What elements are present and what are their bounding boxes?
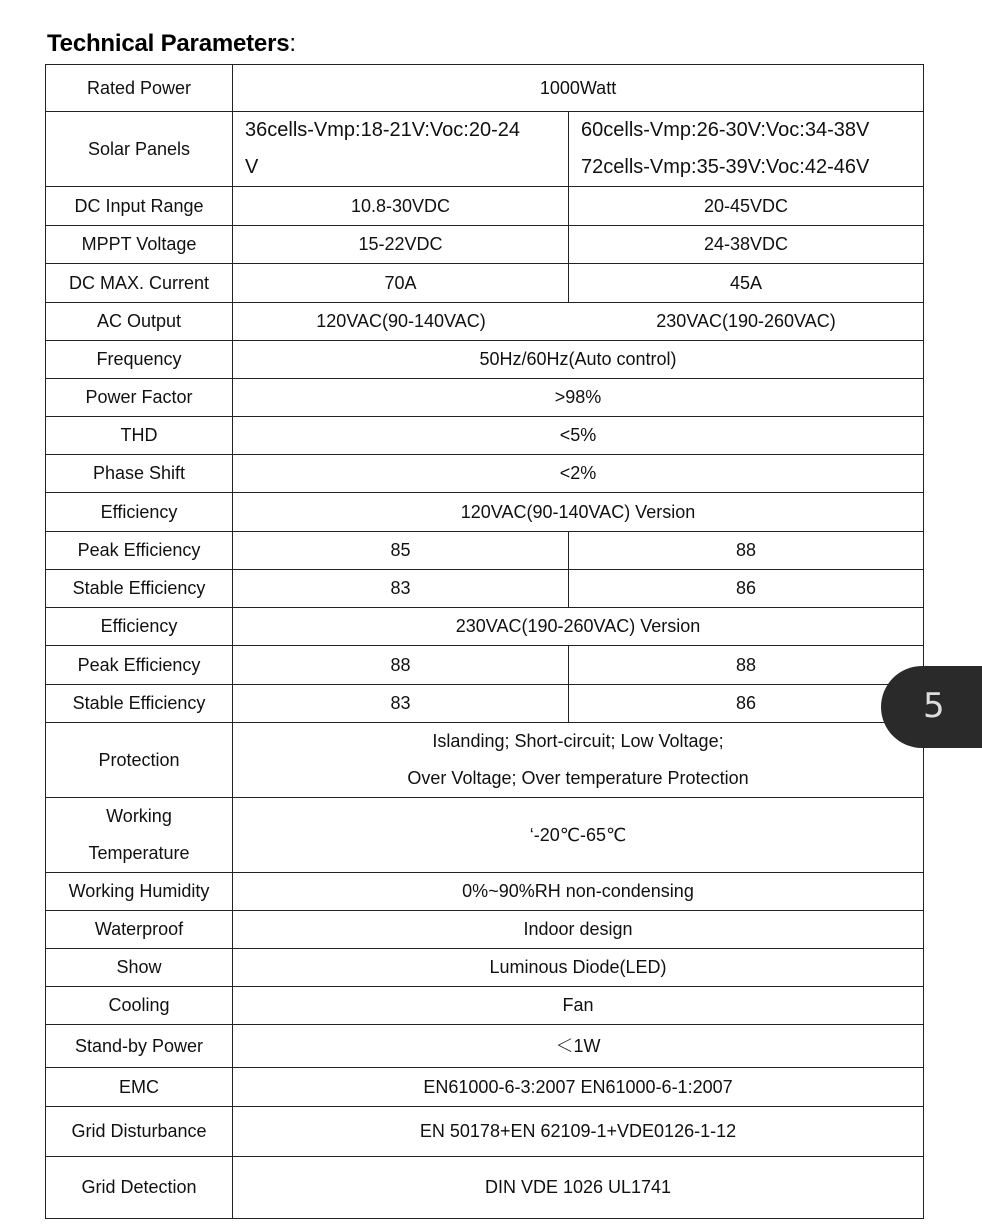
row-value: ‘-20℃-65℃ [233, 798, 924, 873]
row-label: DC MAX. Current [46, 264, 233, 303]
row-label: Cooling [46, 987, 233, 1025]
title-colon: : [289, 30, 296, 57]
row-value: DIN VDE 1026 UL1741 [233, 1157, 924, 1219]
row-value-col1: 85 [233, 532, 569, 570]
row-label: AC Output [46, 303, 233, 341]
row-value-col2: 86 [569, 685, 924, 723]
row-label: Phase Shift [46, 455, 233, 493]
row-label: Protection [46, 723, 233, 798]
row-value: 0%~90%RH non-condensing [233, 873, 924, 911]
row-value: 120VAC(90-140VAC) Version [233, 493, 924, 532]
row-value: 230VAC(190-260VAC) Version [233, 608, 924, 646]
row-value-col2: 88 [569, 532, 924, 570]
row-value-col2: 24-38VDC [569, 226, 924, 264]
row-value: <5% [233, 417, 924, 455]
row-label: Show [46, 949, 233, 987]
table-row [46, 949, 924, 987]
protection-value [233, 723, 924, 798]
protection-line1: Islanding; Short-circuit; Low Voltage; [432, 731, 724, 751]
row-label: Grid Detection [46, 1157, 233, 1219]
table-row [46, 112, 924, 187]
row-label [46, 798, 233, 873]
page-number: 5 [923, 686, 945, 726]
row-label: Stable Efficiency [46, 570, 233, 608]
row-label: Efficiency [46, 608, 233, 646]
table-row [46, 65, 924, 112]
row-value-col1: 88 [233, 646, 569, 685]
solar-36cells-line2: V [245, 156, 259, 178]
page-title [47, 30, 296, 58]
row-value-col1: 83 [233, 685, 569, 723]
row-label: Stand-by Power [46, 1025, 233, 1068]
table-row [46, 1025, 924, 1068]
table-row [46, 608, 924, 646]
table-row [46, 873, 924, 911]
row-value: EN 50178+EN 62109-1+VDE0126-1-12 [233, 1107, 924, 1157]
row-label: Peak Efficiency [46, 532, 233, 570]
row-value: 50Hz/60Hz(Auto control) [233, 341, 924, 379]
row-value-col2: 20-45VDC [569, 187, 924, 226]
table-row [46, 532, 924, 570]
working-label-line1: Working [106, 806, 172, 826]
table-row [46, 987, 924, 1025]
row-value: 1000Watt [233, 65, 924, 112]
table-row [46, 379, 924, 417]
table-row [46, 685, 924, 723]
row-label: Stable Efficiency [46, 685, 233, 723]
table-row [46, 226, 924, 264]
temperature-label-line2: Temperature [88, 843, 190, 863]
row-label: EMC [46, 1068, 233, 1107]
solar-panels-col2 [569, 112, 924, 187]
row-label: Rated Power [46, 65, 233, 112]
table-row [46, 1068, 924, 1107]
technical-parameters-table [45, 64, 924, 1219]
table-row [46, 1107, 924, 1157]
ac-output-230: 230VAC(190-260VAC) [656, 311, 836, 331]
row-label: Frequency [46, 341, 233, 379]
title-text: Technical Parameters [47, 30, 290, 57]
row-value-col1: 15-22VDC [233, 226, 569, 264]
row-value-col1: 70A [233, 264, 569, 303]
row-label: DC Input Range [46, 187, 233, 226]
row-value-col1: 10.8-30VDC [233, 187, 569, 226]
protection-line2: Over Voltage; Over temperature Protection [407, 768, 749, 788]
table-row [46, 264, 924, 303]
row-label: Peak Efficiency [46, 646, 233, 685]
row-label: Solar Panels [46, 112, 233, 187]
table-row [46, 1157, 924, 1219]
row-label: Waterproof [46, 911, 233, 949]
table-row [46, 455, 924, 493]
table-row [46, 341, 924, 379]
solar-72cells-line: 72cells-Vmp:35-39V:Voc:42-46V [581, 156, 870, 178]
table-row [46, 570, 924, 608]
row-label: MPPT Voltage [46, 226, 233, 264]
row-label: Grid Disturbance [46, 1107, 233, 1157]
table-row [46, 303, 924, 341]
table-row [46, 417, 924, 455]
row-value-col1: 83 [233, 570, 569, 608]
ac-output-value [233, 303, 924, 341]
ac-output-120: 120VAC(90-140VAC) [316, 311, 486, 331]
solar-36cells-line1: 36cells-Vmp:18-21V:Voc:20-24 [245, 119, 520, 141]
row-value-col2: 86 [569, 570, 924, 608]
row-value: Fan [233, 987, 924, 1025]
row-label: Working Humidity [46, 873, 233, 911]
row-value: >98% [233, 379, 924, 417]
row-label: THD [46, 417, 233, 455]
page-number-badge [881, 666, 982, 748]
row-value-col2: 88 [569, 646, 924, 685]
row-label: Power Factor [46, 379, 233, 417]
solar-panels-col1 [233, 112, 569, 187]
row-value: ＜1W [233, 1025, 924, 1068]
table-row [46, 646, 924, 685]
solar-60cells-line: 60cells-Vmp:26-30V:Voc:34-38V [581, 119, 870, 141]
row-label: Efficiency [46, 493, 233, 532]
table-row [46, 187, 924, 226]
table-row [46, 493, 924, 532]
table-row [46, 798, 924, 873]
table-row [46, 911, 924, 949]
row-value: Luminous Diode(LED) [233, 949, 924, 987]
row-value: <2% [233, 455, 924, 493]
row-value-col2: 45A [569, 264, 924, 303]
row-value: Indoor design [233, 911, 924, 949]
row-value: EN61000-6-3:2007 EN61000-6-1:2007 [233, 1068, 924, 1107]
table-row [46, 723, 924, 798]
